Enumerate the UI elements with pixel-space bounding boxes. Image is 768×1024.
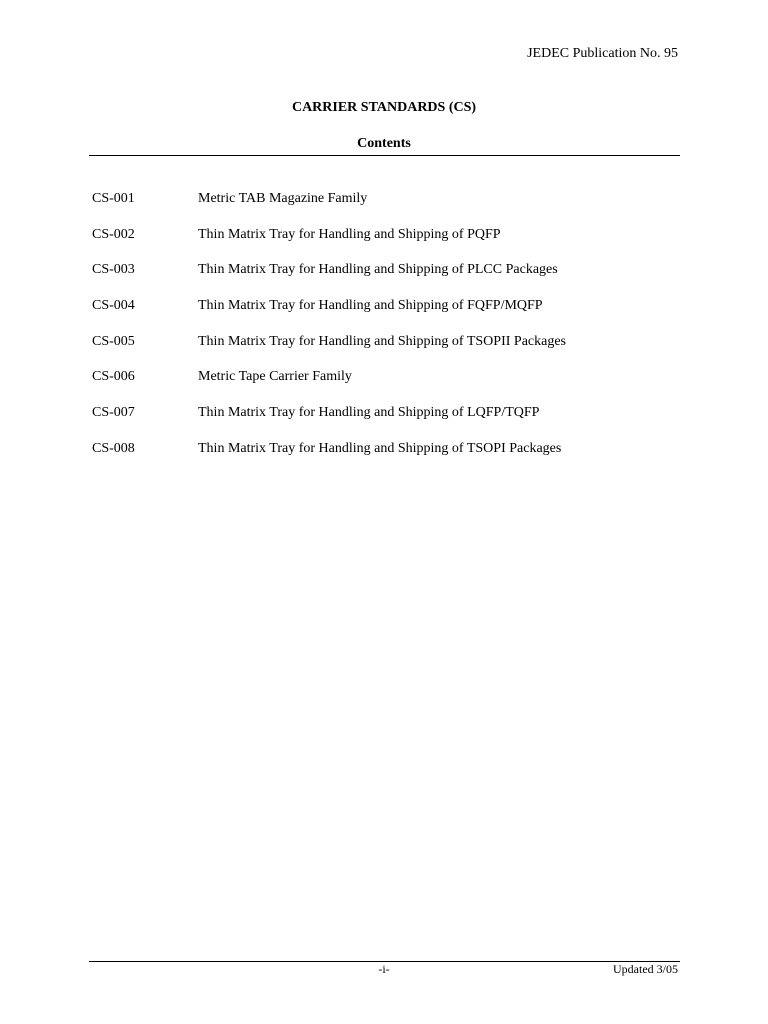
toc-code: CS-005 bbox=[92, 333, 135, 349]
toc-entry-cs-007 bbox=[92, 404, 682, 440]
toc-code: CS-003 bbox=[92, 262, 135, 278]
page-title: CARRIER STANDARDS (CS) bbox=[291, 100, 477, 115]
toc-code: CS-002 bbox=[92, 226, 135, 242]
toc-code: CS-001 bbox=[92, 191, 135, 206]
toc-entry-cs-006 bbox=[92, 368, 682, 404]
toc-title: Thin Matrix Tray for Handling and Shipping of TSOPI Packages bbox=[198, 440, 562, 456]
toc-code: CS-008 bbox=[92, 440, 135, 456]
page-number: -i- bbox=[378, 962, 390, 976]
toc-title: Thin Matrix Tray for Handling and Shipping of LQFP/TQFP bbox=[198, 405, 540, 421]
toc-entry-cs-005 bbox=[92, 333, 682, 369]
toc-title: Thin Matrix Tray for Handling and Shipping of TSOPII Packages bbox=[198, 333, 566, 349]
toc-entry-cs-008 bbox=[92, 440, 682, 476]
toc-entry-cs-002 bbox=[92, 226, 682, 262]
toc-title: Metric TAB Magazine Family bbox=[198, 191, 368, 206]
toc-title: Thin Matrix Tray for Handling and Shipping of FQFP/MQFP bbox=[198, 298, 543, 314]
table-of-contents bbox=[92, 190, 682, 476]
header-divider bbox=[89, 155, 680, 156]
contents-heading: Contents bbox=[357, 136, 411, 151]
toc-entry-cs-003 bbox=[92, 261, 682, 297]
toc-title: Thin Matrix Tray for Handling and Shipping of PLCC Packages bbox=[198, 262, 558, 278]
toc-entry-cs-001 bbox=[92, 190, 682, 226]
toc-code: CS-007 bbox=[92, 405, 135, 421]
publication-header: JEDEC Publication No. 95 bbox=[527, 46, 678, 61]
toc-code: CS-006 bbox=[92, 369, 135, 385]
toc-title: Metric Tape Carrier Family bbox=[198, 369, 352, 385]
updated-date: Updated 3/05 bbox=[613, 962, 678, 976]
toc-entry-cs-004 bbox=[92, 297, 682, 333]
toc-code: CS-004 bbox=[92, 298, 135, 314]
toc-title: Thin Matrix Tray for Handling and Shipping of PQFP bbox=[198, 226, 501, 242]
